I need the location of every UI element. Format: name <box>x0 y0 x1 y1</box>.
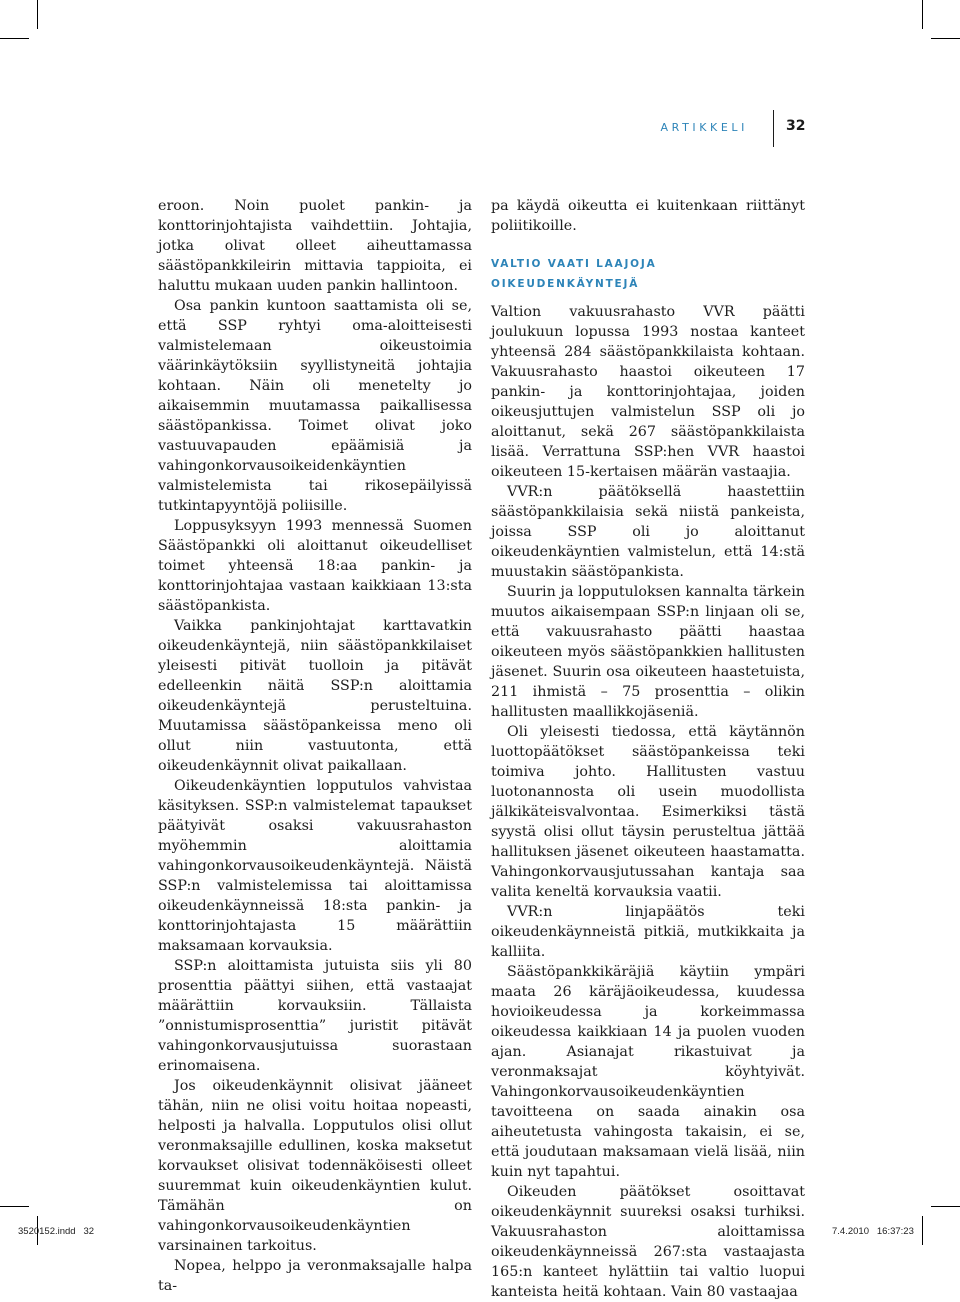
paragraph: Valtion vakuusrahasto VVR päätti joulukuun lopussa 1993 nostaa kanteet yhteensä 284 säästöpankkilaista kohtaan. Vakuusrahasto haastoi oikeuteen 17 pankin- ja konttorinjohtajaa, joiden oikeusjuttujen valmistelun SSP oli jo aloittanut, sekä 267 säästöpankkilaista lisää. Verrattuna SSP:hen VVR haastoi oikeuteen 15-kertaisen määrän vastaajia. <box>491 304 805 480</box>
header-divider <box>773 110 774 147</box>
paragraph: Oli yleisesti tiedossa, että käytännön luottopäätökset säästöpankeissa teki toimiva johto. Hallitusten vastuu luotonannosta oli usein muodollista jälkikäteisvalvontaa. Esimerkiksi tästä syystä olisi ollut täysin perusteltua jättää hallituksen jäsenet oikeuteen haastamatta. Vahingonkorvausjutussahan kantaja saa valita keneltä korvauksia vaatii. <box>491 724 805 900</box>
crop-mark <box>922 0 923 29</box>
paragraph: SSP:n aloittamista jutuista siis yli 80 prosenttia päättyi siihen, että vastaajat määrättiin korvauksiin. Tällaista ”onnistumisprosenttia” juristit pitävät vahingonkorvausjutuissa suorastaan erinomaisena. <box>158 958 472 1074</box>
paragraph: Säästöpankkikäräjiä käytiin ympäri maata 26 käräjäoikeudessa, kuudessa hovioikeudessa ja korkeimmassa oikeudessa kaikkiaan 14 ja puolen vuoden ajan. Asianajat rikastuivat ja veronmaksajat köyhtyivät. Vahingonkorvausoikeudenkäyntien tavoitteena on saada ainakin osa aiheutetusta vahingosta takaisin, ei se, että joudutaan maksamaan vielä lisää, niin kuin nyt tapahtui. <box>491 964 805 1180</box>
paragraph: Suurin ja lopputuloksen kannalta tärkein muutos aikaisempaan SSP:n linjaan oli se, että vakuusrahasto päätti haastaa oikeuteen myös säästöpankkien hallitusten jäsenet. Suurin osa oikeuteen haastetuista, 211 ihmistä – 75 prosenttia – olikin hallitusten maallikkojäseniä. <box>491 584 805 720</box>
paragraph: VVR:n päätöksellä haastettiin säästöpankkilaisia sekä niistä pankeista, joissa SSP oli jo aloittanut oikeudenkäyntien valmistelun, että 14:stä muustakin säästöpankista. <box>491 484 805 580</box>
crop-mark <box>931 1206 960 1207</box>
print-timestamp: 7.4.2010 16:37:23 <box>832 1226 914 1237</box>
paragraph: Vaikka pankinjohtajat karttavatkin oikeudenkäyntejä, niin säästöpankkilaiset yleisesti pitivät tuolloin ja pitävät edelleenkin näitä SSP:n aloittamia oikeudenkäyntejä perusteltuina. Muutamissa säästöpankeissa meno oli ollut niin vastuutonta, että oikeudenkäynnit olivat paikallaan. <box>158 618 472 774</box>
paragraph: Jos oikeudenkäynnit olisivat jääneet tähän, niin ne olisi voitu hoitaa nopeasti, helposti ja halvalla. Lopputulos olisi ollut veronmaksajille edullinen, koska maksetut korvaukset olisivat todennäköisesti olleet suuremmat kuin oikeudenkäyntien kulut. Tämähän on vahingonkorvausoikeudenkäyntien varsinainen tarkoitus. <box>158 1078 472 1254</box>
paragraph: eroon. Noin puolet pankin- ja konttorinjohtajista vaihdettiin. Johtajia, jotka olivat olleet aiheuttamassa säästöpankkileirin mittavia tappioita, ei haluttu mukaan uuden pankin hallintoon. <box>158 198 472 294</box>
left-column <box>158 196 472 1296</box>
paragraph: Osa pankin kuntoon saattamista oli se, että SSP ryhtyi oma-aloitteisesti valmistelemaan oikeustoimia väärinkäytöksiin syyllistyneitä johtajia kohtaan. Näin oli menetelty jo aikaisemmin muutamassa paikallisessa säästöpankissa. Toimet olivat joko vastuuvapauden epäämisiä ja vahingonkorvausoikeidenkäyntien valmistelemista tai rikosepäilyissä tutkintapyyntöjä poliisille. <box>158 298 472 514</box>
section-label: ARTIKKELI <box>660 121 748 134</box>
page-number: 32 <box>786 118 806 134</box>
crop-mark <box>0 38 29 39</box>
file-slug: 3520152.indd 32 <box>18 1226 95 1237</box>
paragraph: Oikeudenkäyntien lopputulos vahvistaa käsityksen. SSP:n valmistelemat tapaukset päätyivät osaksi vakuusrahaston myöhemmin aloittamia vahingonkorvausoikeudenkäyntejä. Näistä SSP:n valmistelemissa tai aloittamissa oikeudenkäynneissä 18:sta pankin- ja konttorinjohtajasta 15 määrättiin maksamaan korvauksia. <box>158 778 472 954</box>
crop-mark <box>931 38 960 39</box>
right-column <box>491 196 805 1302</box>
paragraph: Loppusyksyyn 1993 mennessä Suomen Säästöpankki oli aloittanut oikeudelliset toimet yhteensä 18:aa pankin- ja konttorinjohtajaa vastaan kaikkiaan 13:sta säästöpankista. <box>158 518 472 614</box>
paragraph: pa käydä oikeutta ei kuitenkaan riittänyt poliitikoille. <box>491 198 805 234</box>
crop-mark <box>0 1206 29 1207</box>
paragraph: VVR:n linjapäätös teki oikeudenkäynneistä pitkiä, mutkikkaita ja kalliita. <box>491 904 805 960</box>
crop-mark <box>922 1216 923 1245</box>
section-subheading: VALTIO VAATI LAAJOJA OIKEUDENKÄYNTEJÄ <box>491 258 657 290</box>
paragraph: Nopea, helppo ja veronmaksajalle halpa ta- <box>158 1258 472 1294</box>
crop-mark <box>37 0 38 29</box>
paragraph: Oikeuden päätökset osoittavat oikeudenkäynnit suureksi osaksi turhiksi. Vakuusrahaston aloittamissa oikeudenkäynneissä 267:sta vastaajasta 165:n kanteet hylättiin tai valtio luopui kanteista heitä kohtaan. Vain 80 vastaajaa <box>491 1184 805 1300</box>
